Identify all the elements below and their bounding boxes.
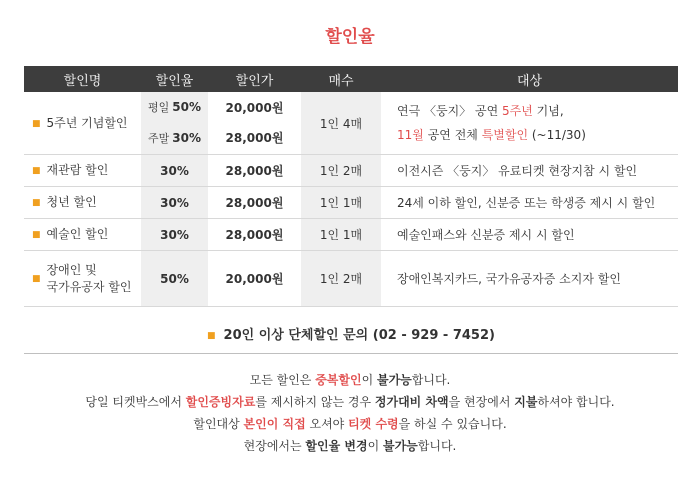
discount-name: 재관람 할인 [46, 163, 109, 177]
target-highlight: 5주년 [502, 104, 533, 118]
ticket-limit: 1인 2매 [301, 155, 381, 187]
discount-rate: 30% [141, 155, 208, 187]
notice-section [0, 369, 700, 457]
weekend-label: 주말 [148, 132, 170, 145]
bullet-square-icon: ■ [32, 230, 41, 240]
bullet-square-icon: ■ [32, 118, 41, 129]
target-text: 24세 이하 할인, 신분증 또는 학생증 제시 시 할인 [381, 187, 678, 219]
target-highlight: 특별할인 [481, 128, 529, 142]
discount-name: 장애인 및 [46, 262, 97, 277]
discount-name-cell [24, 92, 141, 155]
discount-price: 28,000원 [208, 219, 301, 251]
page-title: 할인율 [325, 27, 375, 47]
table-header-row [24, 66, 678, 92]
target-text: 기념, [532, 104, 564, 118]
discount-name: 청년 할인 [46, 195, 97, 209]
target-text: 이전시즌 〈둥지〉 유료티켓 현장지참 시 할인 [381, 155, 678, 187]
discount-price: 20,000원 [208, 251, 301, 307]
discount-rate-cell [141, 92, 208, 155]
discount-price: 28,000원 [208, 155, 301, 187]
table-row [24, 251, 678, 307]
weekday-rate: 50% [172, 100, 201, 114]
notice-line: 현장에서는 할인율 변경이 불가능합니다. [243, 439, 457, 453]
target-text: 공연 전체 [423, 128, 482, 142]
discount-name: 예술인 할인 [46, 227, 109, 241]
discount-name-cell [24, 251, 141, 307]
weekday-label: 평일 [148, 101, 170, 114]
weekend-price: 28,000원 [225, 131, 284, 145]
column-header-rate: 할인율 [141, 66, 208, 92]
table-row [24, 187, 678, 219]
group-discount-inquiry [24, 319, 678, 354]
column-header-name: 할인명 [24, 66, 141, 92]
column-header-limit: 매수 [301, 66, 381, 92]
discount-name-cell [24, 187, 141, 219]
weekday-price: 20,000원 [225, 101, 284, 115]
group-inquiry-text: 20인 이상 단체할인 문의 (02 - 929 - 7452) [223, 328, 495, 343]
target-text: (~11/30) [528, 128, 586, 142]
target-text: 장애인복지카드, 국가유공자증 소지자 할인 [381, 251, 678, 307]
table-row [24, 92, 678, 155]
target-highlight: 11월 [397, 128, 424, 142]
discount-table [24, 66, 678, 307]
ticket-limit: 1인 2매 [301, 251, 381, 307]
notice-line: 모든 할인은 중복할인이 불가능합니다. [249, 373, 451, 387]
bullet-square-icon: ■ [32, 198, 41, 208]
table-row [24, 155, 678, 187]
discount-rate: 30% [141, 187, 208, 219]
bullet-square-icon: ■ [32, 166, 41, 176]
discount-rate: 30% [141, 219, 208, 251]
discount-name: 5주년 기념할인 [46, 115, 128, 130]
notice-line: 당일 티켓박스에서 할인증빙자료를 제시하지 않는 경우 정가대비 차액을 현장에서 지불하셔야 합니다. [85, 395, 615, 409]
ticket-limit: 1인 1매 [301, 219, 381, 251]
weekend-rate: 30% [172, 131, 201, 145]
ticket-limit: 1인 4매 [301, 92, 381, 155]
ticket-limit: 1인 1매 [301, 187, 381, 219]
discount-price-cell [208, 92, 301, 155]
discount-name: 국가유공자 할인 [46, 279, 132, 294]
bullet-square-icon: ■ [207, 331, 216, 341]
bullet-square-icon: ■ [32, 274, 41, 284]
discount-name-cell [24, 155, 141, 187]
target-text: 연극 〈둥지〉 공연 [397, 104, 502, 118]
notice-line: 할인대상 본인이 직접 오셔야 티켓 수령을 하실 수 있습니다. [193, 417, 507, 431]
discount-rate: 50% [141, 251, 208, 307]
column-header-price: 할인가 [208, 66, 301, 92]
discount-price: 28,000원 [208, 187, 301, 219]
discount-name-cell [24, 219, 141, 251]
target-text: 예술인패스와 신분증 제시 시 할인 [381, 219, 678, 251]
target-cell [381, 92, 678, 155]
column-header-target: 대상 [381, 66, 678, 92]
table-row [24, 219, 678, 251]
